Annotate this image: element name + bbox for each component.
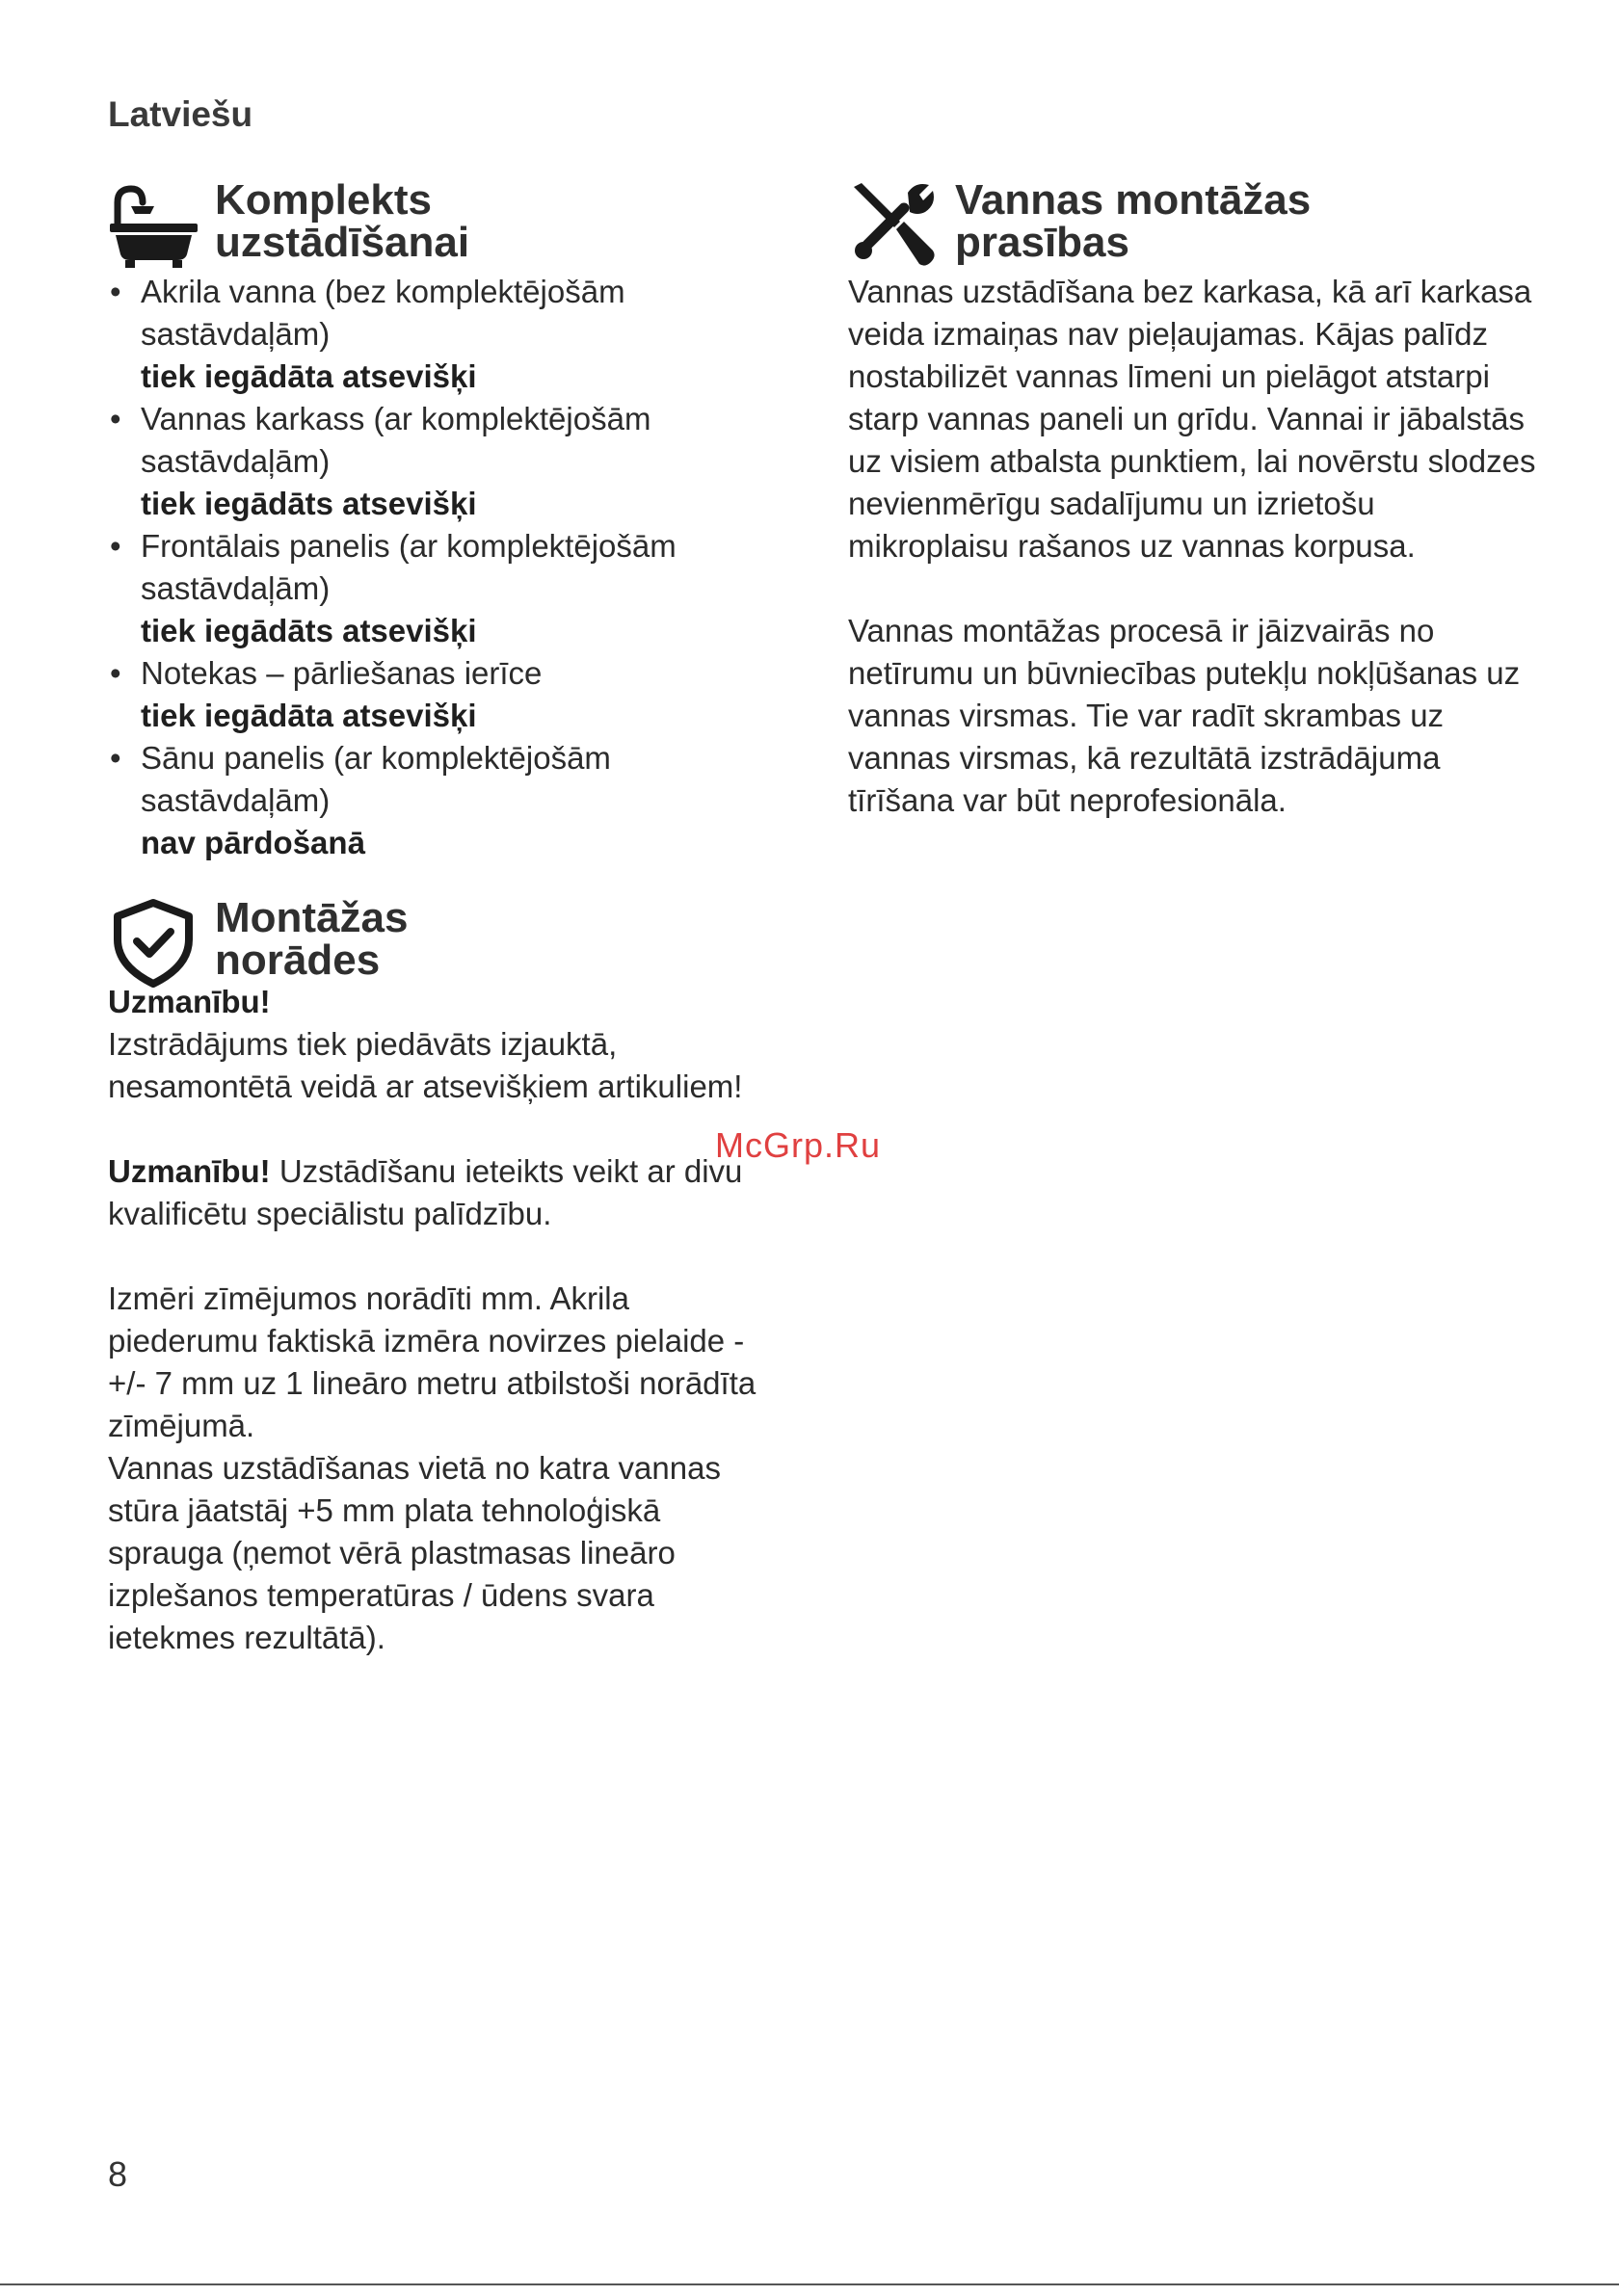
requirements-heading <box>848 176 1542 271</box>
list-item: • Vannas karkass (ar komplektējošām sastāvdaļām) tiek iegādāts atsevišķi <box>108 398 783 525</box>
wrench-screwdriver-icon <box>848 179 940 271</box>
kit-heading <box>108 176 783 271</box>
shield-check-icon <box>108 897 199 989</box>
list-item: • Frontālais panelis (ar komplektējošām sastāvdaļām) tiek iegādāts atsevišķi <box>108 525 783 652</box>
bathtub-icon <box>108 179 199 271</box>
gap-paragraph: Vannas uzstādīšanas vietā no katra vannas stūra jāatstāj +5 mm plata tehnoloģiskā sprauga (ņemot vērā plastmasas lineāro izplešanos temperatūras / ūdens svara ietekmes rezultātā). <box>108 1450 721 1655</box>
watermark: McGrp.Ru <box>715 1125 882 1165</box>
kit-title: Komplekts uzstādīšanai <box>215 176 470 266</box>
language-label: Latviešu <box>108 94 253 134</box>
instructions-title: Montāžas norādes <box>215 894 409 984</box>
dimensions-paragraph: Izmēri zīmējumos norādīti mm. Akrila piederumu faktiskā izmēra novirzes pielaide - +/- 7 mm uz 1 lineāro metru atbilstoši norādīta zīmējumā. <box>108 1280 756 1443</box>
requirements-paragraph-1: Vannas uzstādīšana bez karkasa, kā arī karkasa veida izmaiņas nav pieļaujamas. Kājas palīdz nostabilizēt vannas līmeni un pielāgot atstarpi starp vannas paneli un grīdu. Vannai ir jābalstās uz visiem atbalsta punktiem, lai novērstu slodzes nevienmērīgu sadalījumu un izrietošu mikroplaisu rašanos uz vannas korpusa. <box>848 274 1536 564</box>
warning-1: Uzmanību! Izstrādājums tiek piedāvāts izjauktā, nesamontētā veidā ar atsevišķiem artikuliem! <box>108 984 743 1104</box>
requirements-paragraph-2: Vannas montāžas procesā ir jāizvairās no netīrumu un būvniecības putekļu nokļūšanas uz vannas virsmas. Tie var radīt skrambas uz vannas virsmas, kā rezultātā izstrādājuma tīrīšana var būt neprofesionāla. <box>848 613 1521 818</box>
page-number: 8 <box>108 2154 128 2194</box>
list-item: • Akrila vanna (bez komplektējošām sastāvdaļām) tiek iegādāta atsevišķi <box>108 271 783 398</box>
right-column <box>848 176 1542 822</box>
instructions-heading <box>108 894 783 989</box>
list-item: • Notekas – pārliešanas ierīce tiek iegādāta atsevišķi <box>108 652 783 737</box>
bottom-divider <box>0 2283 1619 2285</box>
kit-list <box>108 271 783 864</box>
warning-2: Uzmanību! Uzstādīšanu ieteikts veikt ar divu kvalificētu speciālistu palīdzību. <box>108 1153 743 1231</box>
list-item: • Sānu panelis (ar komplektējošām sastāvdaļām) nav pārdošanā <box>108 737 783 864</box>
left-column <box>108 176 783 1659</box>
requirements-title: Vannas montāžas prasības <box>955 176 1312 266</box>
